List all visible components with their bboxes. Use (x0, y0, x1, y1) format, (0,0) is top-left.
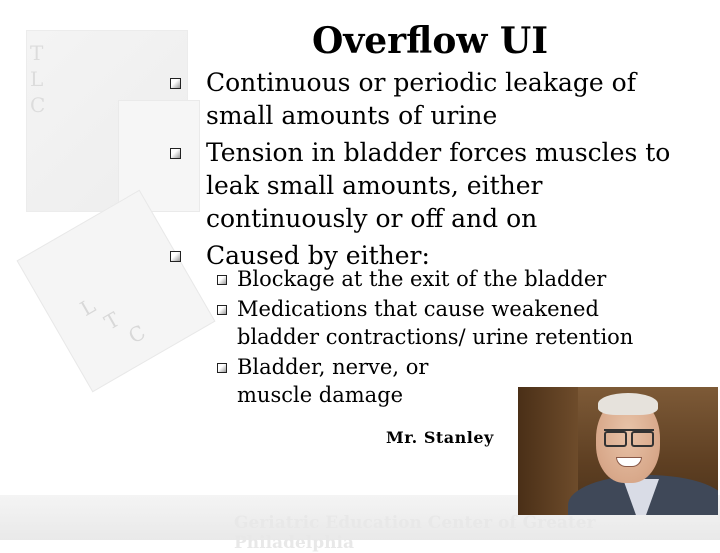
bullet-text: Tension in bladder forces muscles to leak small amounts, either continuously or off and on (206, 138, 671, 233)
bullet-text: Continuous or periodic leakage of small amounts of urine (206, 68, 636, 130)
logo-letter: L (76, 293, 100, 321)
sub-bullet-text: Blockage at the exit of the bladder (237, 267, 607, 291)
sub-bullet-item (215, 265, 655, 293)
checkbox-bullet-icon (170, 78, 181, 89)
bullet-text: Caused by either: (206, 241, 430, 270)
logo-letter: C (30, 93, 46, 117)
slide-title: Overflow UI (312, 20, 549, 62)
sub-bullet-item (215, 353, 447, 409)
sub-bullet-item (215, 295, 655, 351)
checkbox-bullet-icon (217, 305, 227, 315)
portrait-photo (518, 387, 718, 515)
sub-bullet-text: Medications that cause weakened bladder contractions/ urine retention (237, 297, 634, 349)
logo-letter: L (30, 67, 44, 91)
checkbox-bullet-icon (170, 251, 181, 262)
footer-text: Geriatric Education Center of Greater Philadelphia (234, 513, 596, 553)
logo-letter: C (124, 319, 150, 349)
photo-hair (598, 393, 658, 415)
photo-bookshelf (518, 387, 578, 515)
logo-letter: T (100, 307, 124, 335)
sub-bullet-text: Bladder, nerve, or muscle damage (237, 355, 429, 407)
photo-caption: Mr. Stanley (386, 428, 494, 447)
checkbox-bullet-icon (217, 363, 227, 373)
photo-glasses (604, 429, 654, 444)
checkbox-bullet-icon (217, 275, 227, 285)
bullet-item (170, 136, 690, 235)
tlc-watermark-logo (30, 40, 50, 118)
checkbox-bullet-icon (170, 148, 181, 159)
main-bullet-list (170, 66, 690, 276)
bullet-item (170, 66, 690, 132)
logo-letter: T (30, 41, 44, 65)
